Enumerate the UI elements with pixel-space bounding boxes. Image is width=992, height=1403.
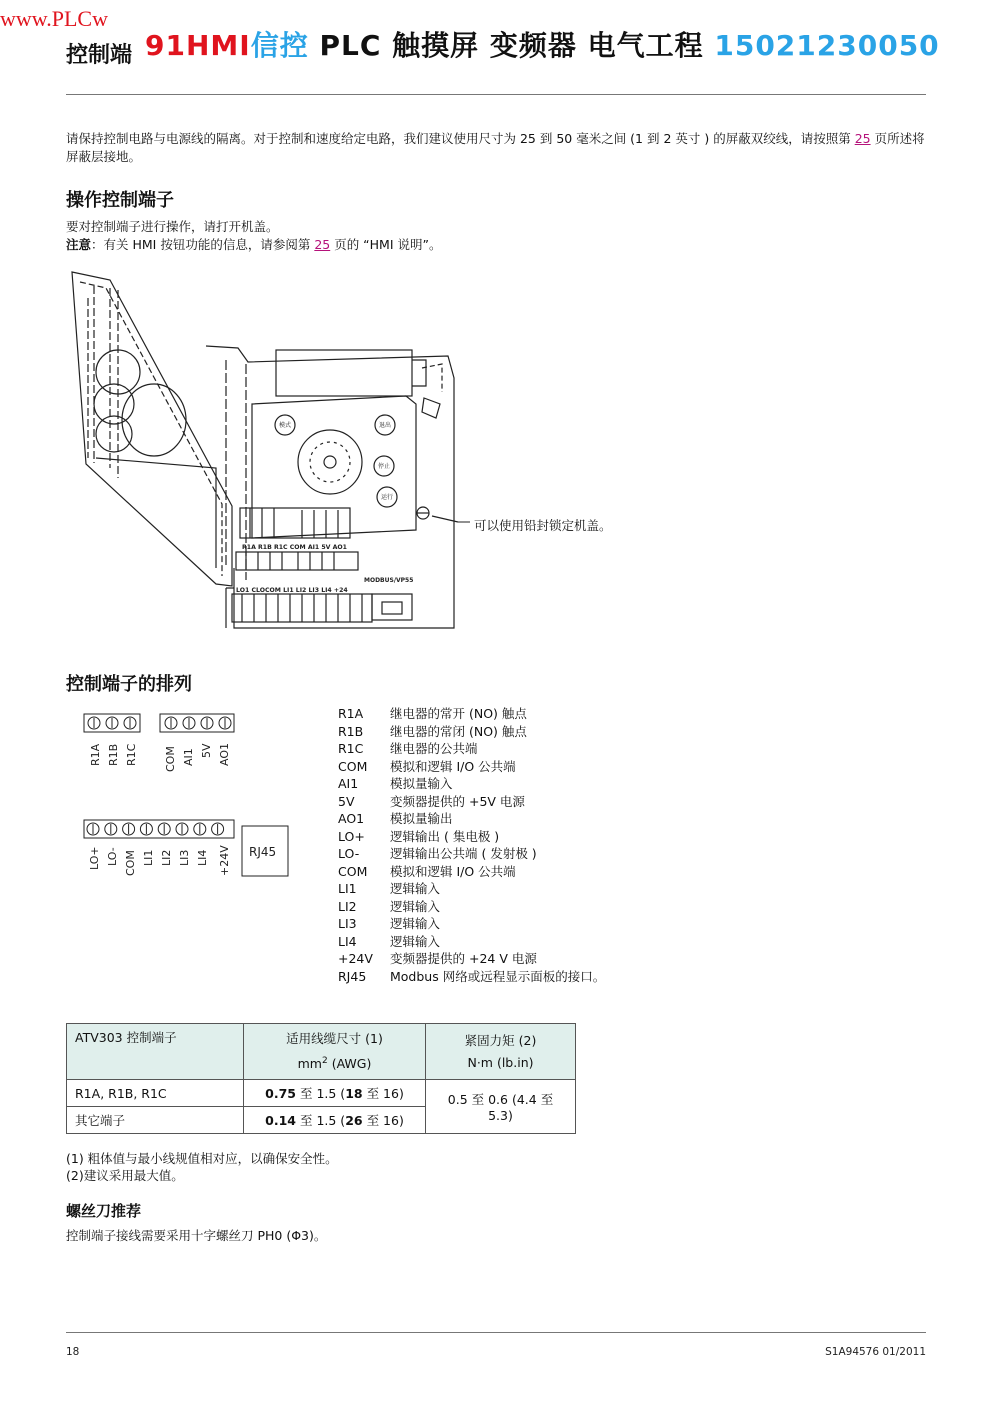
strip-bottom-label: LO1 CLOCOM LI1 LI2 LI3 LI4 +24 [236,587,348,594]
term-ao1: AO1 [218,743,231,766]
term-r1a: R1A [89,743,102,766]
th-wire-size-a: 适用线缆尺寸 (1) [286,1031,383,1046]
intro-paragraph [66,130,928,166]
legend-row [338,723,605,741]
page-number: 18 [66,1346,80,1358]
term-r1c: R1C [125,743,138,766]
legend-key: LO- [338,846,360,861]
mode-key-label: 模式 [278,422,292,429]
legend-key: RJ45 [338,968,367,984]
legend-desc: 逻辑输入 [390,881,441,896]
stop-key-label: 停止 [377,463,391,470]
cover-outline [72,272,232,586]
legend-desc: 继电器的公共端 [390,741,478,756]
table-header-row [67,1024,576,1080]
legend-row [338,793,605,811]
drive-housing [206,346,454,628]
legend-desc: 变频器提供的 +5V 电源 [390,793,525,809]
intro-text-b: 页所述将屏蔽层接地。 [66,131,925,164]
legend-desc: 模拟和逻辑 I/O 公共端 [390,863,516,879]
legend-key: AI1 [338,776,359,791]
table-row [67,1080,576,1107]
legend-key: R1B [338,723,364,739]
legend-row [338,740,605,758]
legend-key: LI4 [338,933,357,949]
legend-row [338,933,605,951]
legend-row [338,880,605,898]
legend-key: LO+ [338,828,365,844]
footer-rule [66,1332,926,1333]
legend-key: LI1 [338,881,357,896]
term-li1: LI1 [142,849,155,866]
modbus-label: MODBUS/VP55 [364,577,414,584]
legend-row [338,810,605,828]
th-torque-a: 紧固力矩 (2) [464,1032,537,1048]
screwdriver-text: 控制端子接线需要采用十字螺丝刀 PH0 (Φ3)。 [66,1228,327,1243]
legend-desc: 逻辑输入 [390,916,441,931]
legend-row [338,775,605,793]
legend-desc: 模拟和逻辑 I/O 公共端 [390,758,516,774]
term-li4: LI4 [196,849,209,866]
term-com: COM [164,746,177,772]
operate-line1: 要对控制端子进行操作，请打开机盖。 [66,219,279,234]
term-lo-minus: LO- [106,847,119,866]
drive-figure [66,268,486,632]
term-5v: 5V [200,743,213,758]
th-torque [426,1024,576,1080]
esc-key-label: 退出 [378,422,392,429]
th-torque-b: N·m (lb.in) [467,1054,534,1070]
th-wire-size-b: $mm^2$ (AWG) [297,1056,372,1072]
legend-row [338,968,605,986]
legend-key: R1C [338,741,364,756]
legend-key: LI2 [338,898,357,914]
legend-desc: 继电器的常闭 (NO) 触点 [390,723,527,739]
legend-key: COM [338,758,368,774]
terminal-legend [338,705,605,985]
legend-row [338,705,605,723]
legend-key: COM [338,863,368,879]
run-key-label: 运行 [380,494,394,501]
term-ai1: AI1 [182,748,195,766]
legend-desc: 模拟量输出 [390,811,453,826]
legend-desc: 模拟量输入 [390,776,453,791]
intro-text-a: 请保持控制电路与电源线的隔离。对于控制和速度给定电路，我们建议使用尺寸为 25 到 50 毫米之间 (1 到 2 英寸 ) 的屏蔽双绞线，请按照第 [66,131,855,146]
term-li2: LI2 [160,849,173,866]
legend-desc: 逻辑输入 [390,933,441,949]
term-com2: COM [124,850,137,876]
row2-terminals: 其它端子 [67,1107,244,1134]
row1-terminals: R1A, R1B, R1C [67,1080,244,1107]
legend-row [338,828,605,846]
note-text-a: ：有关 HMI 按钮功能的信息，请参阅第 [91,237,315,252]
seal-callout: 可以使用铅封锁定机盖。 [474,518,612,533]
legend-row [338,845,605,863]
legend-key: R1A [338,706,364,721]
th-wire-size [244,1024,426,1080]
legend-row [338,863,605,881]
legend-desc: Modbus 网络或远程显示面板的接口。 [390,968,606,984]
arrangement-heading: 控制端子的排列 [66,674,192,695]
note-text-b: 页的 “HMI 说明”。 [330,237,442,252]
strip-top-label: R1A R1B R1C COM AI1 5V AO1 [242,544,347,551]
banner-brand-cn: 信控 [250,29,309,62]
screw-terminals [87,717,231,835]
legend-key: AO1 [338,811,365,826]
watermark-url: www.PLCw [0,6,108,31]
legend-key: 5V [338,793,355,809]
footnote-1: (1) 粗体值与最小线规值相对应，以确保安全性。 [66,1151,338,1166]
legend-desc: 逻辑输出 ( 集电极 ) [390,828,500,844]
footnote-2: (2)建议采用最大值。 [66,1168,184,1183]
legend-key: +24V [338,951,373,966]
rj45-port [372,594,412,620]
legend-row [338,898,605,916]
legend-desc: 变频器提供的 +24 V 电源 [390,951,537,966]
rj45-label: RJ45 [249,845,277,859]
banner-products: PLC 触摸屏 变频器 电气工程 [308,29,715,62]
spec-table [66,1023,576,1134]
doc-reference: S1A94576 01/2011 [825,1346,926,1358]
jog-dial [298,430,362,494]
header-rule [66,94,926,95]
banner-brand: 91HMI [145,29,251,62]
torque-value: 0.5 至 0.6 (4.4 至 5.3) [426,1080,576,1134]
cover-hole-2 [94,384,134,424]
term-r1b: R1B [107,743,120,766]
cover-hole-3 [96,416,132,452]
legend-desc: 逻辑输入 [390,898,441,914]
terminal-layout-diagram [80,708,300,888]
section-title: 控制端 [66,43,133,68]
operate-heading: 操作控制端子 [66,190,174,211]
intro-page-link[interactable]: 25 [854,131,871,146]
term-24v: +24V [218,845,231,876]
term-lo-plus: LO+ [88,846,101,870]
screwdriver-heading: 螺丝刀推荐 [66,1202,142,1220]
operate-note [66,236,441,254]
legend-key: LI3 [338,916,357,931]
watermark-banner [145,24,940,64]
banner-phone: 15021230050 [714,29,940,62]
term-li3: LI3 [178,849,191,866]
note-label: 注意 [66,237,92,252]
legend-row [338,950,605,968]
th-terminal: ATV303 控制端子 [67,1024,244,1080]
row2-wire-size: 0.14 至 1.5 (26 至 16) [244,1107,426,1134]
legend-desc: 逻辑输出公共端 ( 发射极 ) [390,846,537,861]
row1-wire-size: 0.75 至 1.5 (18 至 16) [244,1080,426,1107]
note-page-link[interactable]: 25 [314,237,331,252]
legend-desc: 继电器的常开 (NO) 触点 [390,706,527,721]
legend-row [338,915,605,933]
legend-row [338,758,605,776]
top-module [276,350,412,396]
